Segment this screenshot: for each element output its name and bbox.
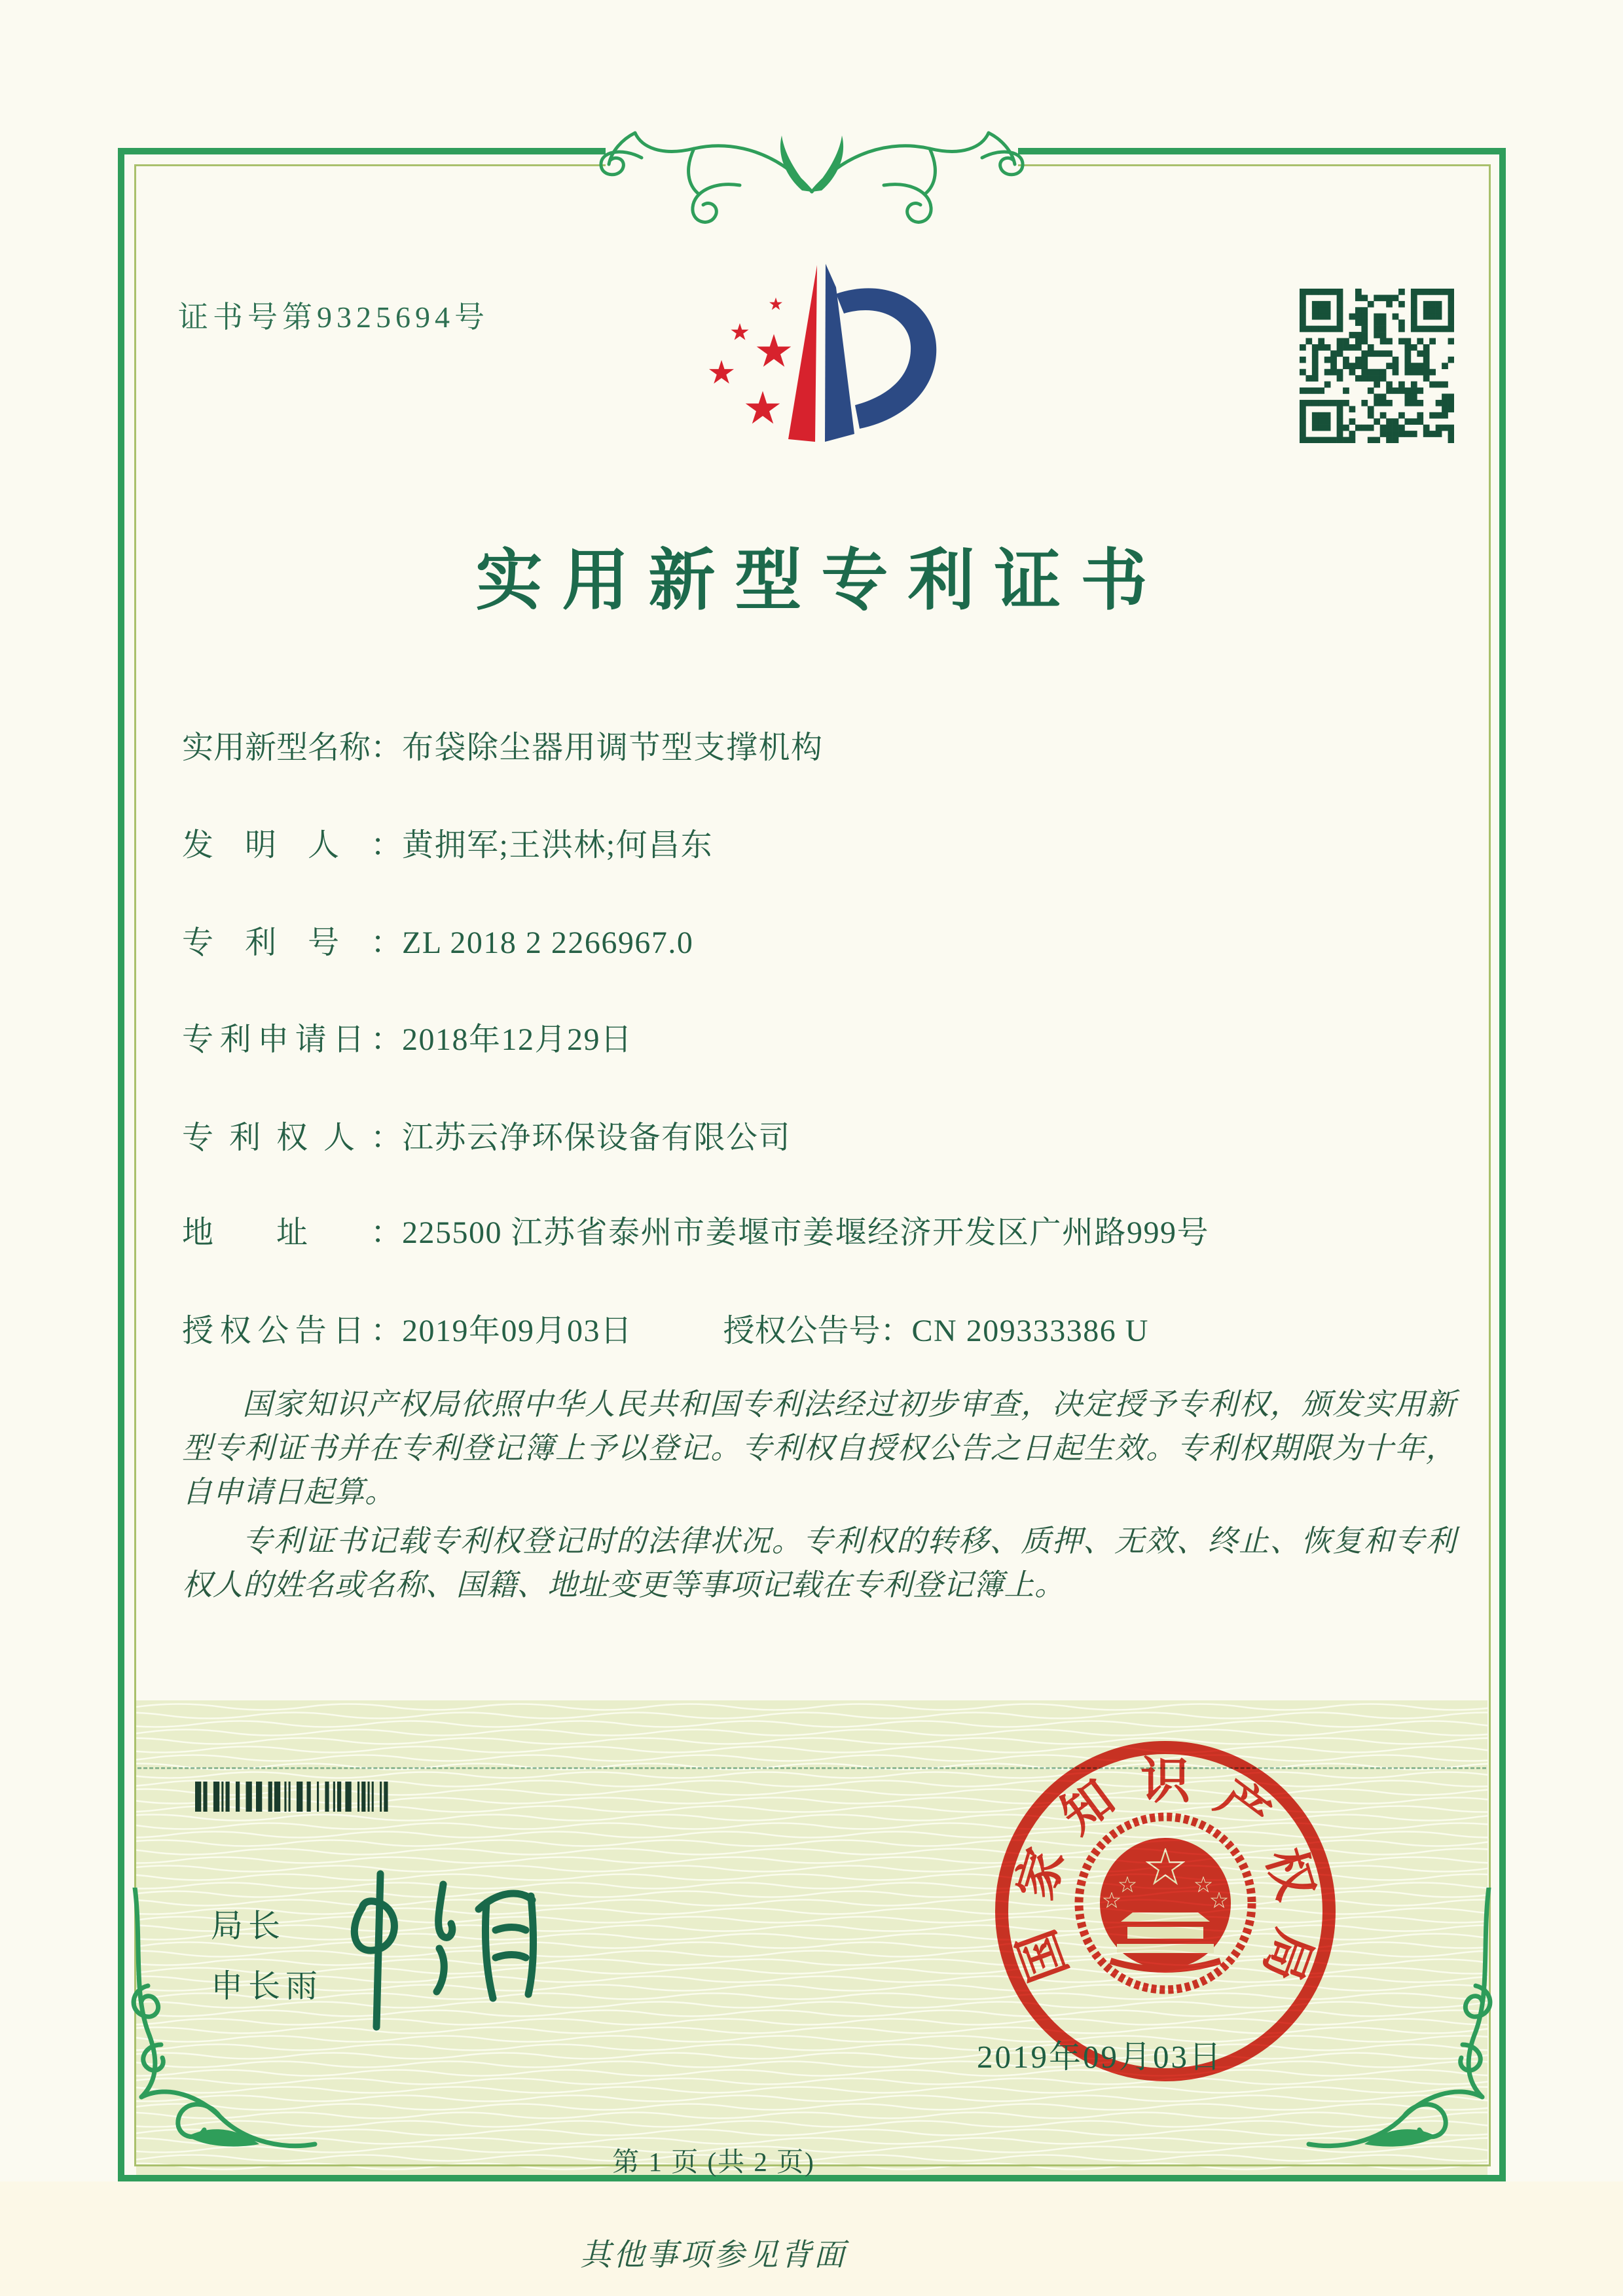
field-value: 布袋除尘器用调节型支撑机构 bbox=[402, 730, 824, 765]
field-row-address bbox=[182, 1207, 1209, 1252]
field-label: 发明人： bbox=[182, 828, 402, 863]
field-value: 2018年12月29日 bbox=[402, 1022, 633, 1057]
certificate-number: 证书号第9325694号 bbox=[178, 300, 489, 334]
svg-text:国: 国 bbox=[1009, 1922, 1078, 1988]
field-value: CN 209333386 U bbox=[911, 1314, 1149, 1348]
field-value: 江苏云净环保设备有限公司 bbox=[402, 1121, 792, 1155]
legal-text-block bbox=[182, 1382, 1456, 1612]
field-value: 黄拥军;王洪林;何昌东 bbox=[402, 828, 714, 863]
svg-text:识: 识 bbox=[1140, 1754, 1190, 1809]
field-label: 专利权人： bbox=[182, 1121, 402, 1155]
field-value: 2019年09月03日 bbox=[402, 1314, 633, 1348]
seal-date: 2019年09月03日 bbox=[977, 2039, 1224, 2075]
field-value: ZL 2018 2 2266967.0 bbox=[402, 925, 694, 960]
field-row-grant bbox=[182, 1305, 1149, 1350]
field-label: 授权公告日： bbox=[182, 1314, 402, 1348]
top-flourish-ornament bbox=[543, 107, 1080, 244]
field-label: 专利申请日： bbox=[182, 1022, 402, 1057]
svg-text:产: 产 bbox=[1206, 1770, 1279, 1844]
field-label: 授权公告号： bbox=[723, 1314, 912, 1348]
field-label: 专利号： bbox=[182, 925, 402, 960]
cnipa-logo-icon bbox=[691, 257, 946, 454]
barcode bbox=[195, 1782, 392, 1812]
field-value: 225500 江苏省泰州市姜堰市姜堰经济开发区广州路999号 bbox=[402, 1215, 1210, 1250]
national-emblem-icon bbox=[1079, 1817, 1252, 1990]
signer-block bbox=[211, 1901, 323, 2021]
qr-code bbox=[1300, 289, 1454, 443]
page-number: 第 1 页 (共 2 页) bbox=[612, 2147, 815, 2177]
svg-text:知: 知 bbox=[1051, 1770, 1125, 1844]
field-label: 地址： bbox=[182, 1215, 402, 1250]
field-row-inventors bbox=[182, 819, 713, 865]
field-row-patentee bbox=[182, 1112, 791, 1157]
svg-text:家: 家 bbox=[1008, 1842, 1075, 1906]
svg-text:局: 局 bbox=[1252, 1922, 1322, 1988]
field-row-patent-no bbox=[182, 917, 693, 962]
certificate-title: 实用新型专利证书 bbox=[475, 545, 1167, 619]
svg-text:权: 权 bbox=[1256, 1842, 1323, 1906]
legal-paragraph: 专利证书记载专利权登记时的法律状况。专利权的转移、质押、无效、终止、恢复和专利权人的姓名或名称、国籍、地址变更等事项记载在专利登记簿上。 bbox=[182, 1524, 1456, 1602]
signer-name: 申长雨 bbox=[211, 1968, 323, 2004]
field-row-filing-date bbox=[182, 1014, 633, 1059]
commissioner-signature bbox=[324, 1862, 540, 2039]
field-row-name bbox=[182, 722, 824, 767]
legal-paragraph: 国家知识产权局依照中华人民共和国专利法经过初步审查，决定授予专利权，颁发实用新型专利证书并在专利登记簿上予以登记。专利权自授权公告之日起生效。专利权期限为十年，自申请日起算。 bbox=[182, 1388, 1456, 1509]
field-label: 实用新型名称： bbox=[182, 730, 403, 765]
back-side-note: 其他事项参见背面 bbox=[580, 2238, 847, 2272]
signer-title: 局长 bbox=[211, 1908, 286, 1944]
